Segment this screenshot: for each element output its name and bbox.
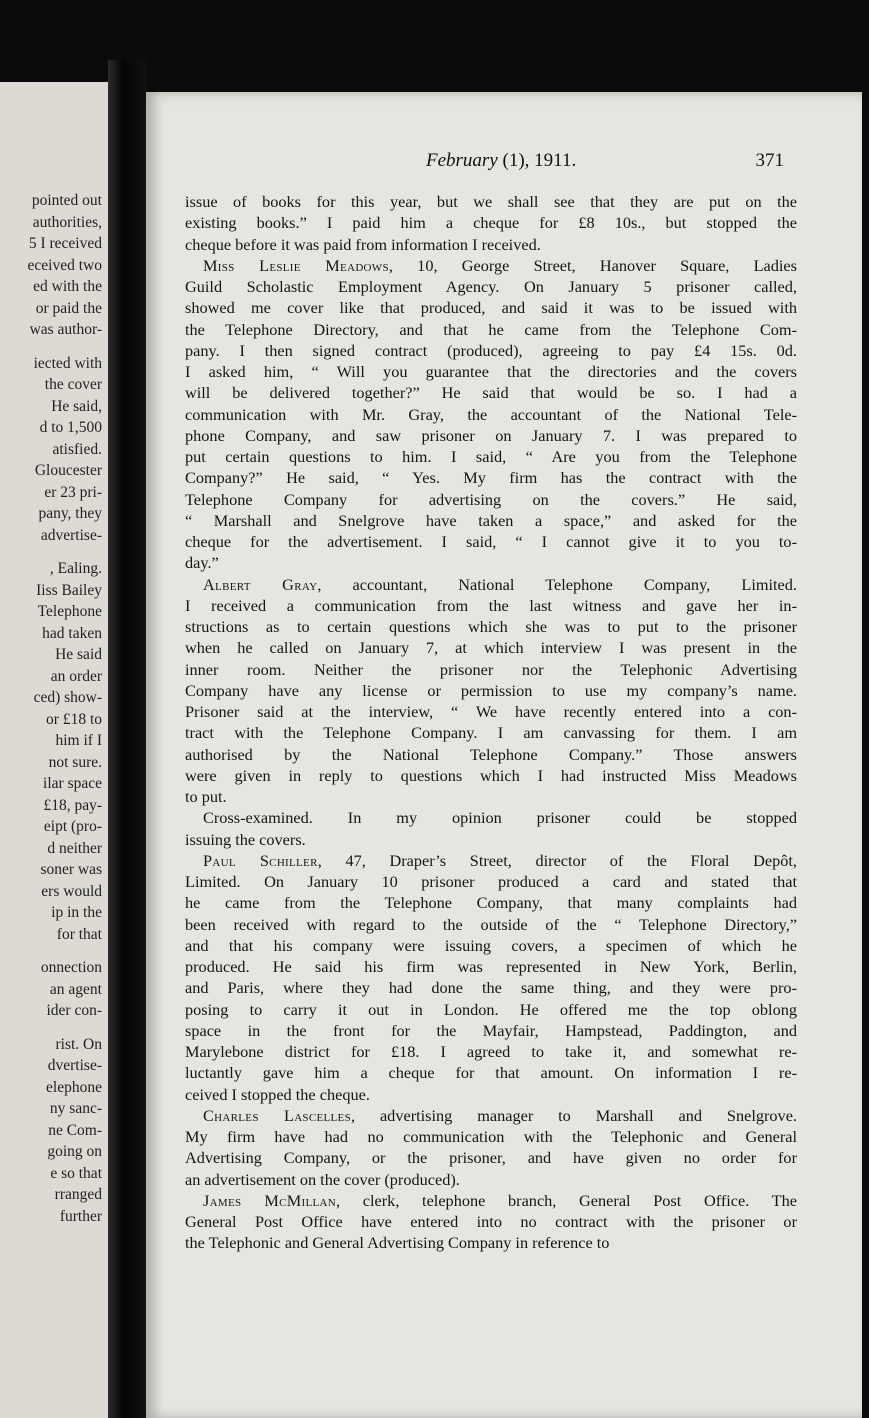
text-line [185,425,797,446]
left-page-line: further [59,1207,102,1225]
line-text: I received a communication from the last witness and gave her in- [185,595,797,615]
text-line [185,637,797,658]
line-text: to put. [185,787,227,806]
line-text: cheque before it was paid from information I received. [185,234,541,254]
left-page-line: the cover [44,376,102,393]
left-page-line: or paid the [35,299,102,317]
left-page-line: Iiss Bailey [36,581,102,599]
left-page-line: for that [56,925,102,943]
text-line [185,404,797,425]
left-page-line: going on [47,1143,102,1160]
left-page-line: elephone [46,1078,102,1096]
text-line [185,914,797,935]
left-page-line: ers would [41,882,102,900]
text-line [185,276,797,297]
paragraph [185,850,797,1105]
left-page-line: iected with [33,354,102,372]
line-text: structions as to certain questions which she was to put to the prisoner [185,617,797,636]
line-text: , 10, George Street, Hanover Square, Ladies [388,255,797,275]
witness-name: Albert Gray [203,574,318,594]
line-text: posing to carry it out in London. He offered me the top oblong [185,999,797,1019]
line-text: communication with Mr. Gray, the accountant of the National Tele- [185,404,797,424]
text-line [185,765,797,786]
left-page-line: an order [50,667,102,685]
left-page-line: authorities, [32,213,102,231]
line-text: phone Company, and saw prisoner on January 7. I was prepared to [185,425,797,445]
left-page-line [0,546,108,558]
text-line [185,1147,797,1168]
line-text: , clerk, telephone branch, General Post Office. The [336,1190,797,1210]
line-text: Marylebone district for £18. I agreed to take it, and somewhat re- [185,1042,797,1061]
left-page-line: pointed out [31,192,102,209]
witness-name: Miss Leslie Meadows [203,255,389,275]
line-text: General Post Office have entered into no contract with the prisoner or [185,1212,797,1231]
paragraph [185,255,797,574]
line-text: produced. He said his firm was represented in New York, Berlin, [185,957,797,976]
left-page-line: ny sanc- [49,1100,102,1117]
line-text: cheque for the advertisement. I said, “ I cannot give it to you to- [185,532,797,551]
text-line [185,935,797,956]
left-page-line: He said [55,646,102,663]
left-page-line: had taken [42,624,102,642]
paragraph [185,1105,797,1190]
line-text: put certain questions to him. I said, “ Are you from the Telephone [185,447,797,466]
text-line [185,1211,797,1232]
left-page-line: eipt (pro- [43,818,102,835]
text-line [185,340,797,361]
text-line [185,234,797,255]
right-page [146,92,862,1418]
running-title [426,150,576,172]
body-text [185,191,797,1254]
text-line [185,212,797,233]
line-text: the Telephonic and General Advertising Company in reference to [185,1233,610,1253]
line-text: I asked him, “ Will you guarantee that the directories and the covers [185,362,797,381]
text-line [185,1190,797,1211]
left-page-line: an agent [49,980,102,998]
left-page-line: ider con- [46,1002,102,1019]
text-line [185,510,797,531]
text-line [185,595,797,616]
left-page-line: ed with the [33,278,102,295]
left-page-line: Telephone [37,603,102,620]
left-page-line: was author- [29,321,102,338]
line-text: the Telephone Directory, and that he came from the Telephone Com- [185,319,797,339]
paragraph [185,574,797,808]
text-line [185,807,797,828]
line-text: Company?” He said, “ Yes. My firm has the contract with the [185,468,797,488]
text-line [185,191,797,212]
left-page-line: advertise- [40,526,102,544]
line-text: pany. I then signed contract (produced), agreeing to pay £4 15s. 0d. [185,340,797,360]
line-text: when he called on January 7, at which interview I was present in the [185,638,797,658]
paragraph [185,807,797,850]
line-text: , accountant, National Telephone Company, Limited. [317,574,797,594]
text-line [185,1041,797,1062]
line-text: were given in reply to questions which I had instructed Miss Meadows [185,765,797,785]
text-line [185,956,797,977]
text-line [185,722,797,743]
text-line [185,489,797,510]
text-line [185,552,797,573]
left-page-fragment [0,82,108,1418]
left-page-line: soner was [40,861,102,878]
left-page-line: He said, [51,397,102,415]
text-line [185,616,797,637]
left-page-line: , Ealing. [49,560,102,577]
witness-name: Charles Lascelles [203,1105,351,1125]
line-text: tract with the Telephone Company. I am canvassing for them. I am [185,723,797,743]
line-text: and that his company were issuing covers, a specimen of which he [185,935,797,955]
line-text: Limited. On January 10 prisoner produced a card and stated that [185,872,797,891]
left-page-line: e so that [50,1164,102,1182]
text-line [185,977,797,998]
left-page-line: ced) show- [33,689,102,706]
line-text: Company have any license or permission to use my company’s name. [185,680,797,700]
text-line [185,829,797,850]
text-line [185,1126,797,1147]
text-line [185,701,797,722]
left-page-line: atisfied. [52,440,102,458]
text-line [185,1105,797,1126]
line-text: and Paris, where they had done the same thing, and they were pro- [185,978,797,998]
paragraph [185,191,797,255]
left-page-line: ilar space [43,775,102,792]
text-line [185,744,797,765]
text-line [185,446,797,467]
line-text: ceived I stopped the cheque. [185,1084,370,1104]
running-head [186,150,784,174]
left-page-line: onnection [40,959,102,976]
line-text: he came from the Telephone Company, that many complaints had [185,893,797,913]
line-text: Prisoner said at the interview, “ We have recently entered into a con- [185,702,797,721]
left-page-line: d to 1,500 [39,419,102,436]
line-text: Telephone Company for advertising on the covers.” He said, [185,489,797,509]
text-line [185,999,797,1020]
line-text: day.” [185,553,219,573]
line-text: authorised by the National Telephone Company.” Those answers [185,744,797,764]
left-page-line: pany, they [38,505,102,522]
line-text: , 47, Draper’s Street, director of the Floral Depôt, [317,850,797,870]
header-date: (1), 1911. [502,150,577,171]
header-month: February [426,150,498,171]
left-page-line: er 23 pri- [44,483,102,501]
line-text: issuing the covers. [185,829,306,849]
left-page-line: him if I [55,732,102,749]
left-page-line: dvertise- [47,1057,102,1074]
witness-name: Paul Schiller [203,850,318,870]
witness-name: James McMillan [203,1190,337,1210]
text-line [185,297,797,318]
page-number: 371 [755,150,784,171]
left-page-line: £18, pay- [43,796,102,814]
text-line [185,786,797,807]
text-line [185,467,797,488]
line-text: Advertising Company, or the prisoner, and have given no order for [185,1148,797,1168]
text-line [185,1084,797,1105]
left-page-line: Gloucester [34,462,102,479]
text-line [185,255,797,276]
text-line [185,850,797,871]
line-text: space in the front for the Mayfair, Hampstead, Paddington, and [185,1020,797,1040]
line-text: issue of books for this year, but we shall see that they are put on the [185,192,797,211]
line-text: an advertisement on the cover (produced). [185,1169,460,1189]
line-text: “ Marshall and Snelgrove have taken a space,” and asked for the [185,510,797,530]
text-line [185,680,797,701]
left-page-line [0,341,108,353]
line-text: showed me cover like that produced, and said it was to be issued with [185,298,797,318]
left-page-line: 5 I received [28,235,102,252]
text-line [185,892,797,913]
text-line [185,659,797,680]
line-text: inner room. Neither the prisoner nor the Telephonic Advertising [185,659,797,679]
text-line [185,1020,797,1041]
text-line [185,1232,797,1253]
left-page-line: d neither [47,839,102,857]
book-gutter [108,60,146,1418]
left-page-line: rist. On [55,1035,102,1053]
line-text: will be delivered together?” He said that would be so. I had a [185,383,797,403]
left-page-line: rranged [54,1186,102,1203]
left-page-line [0,1022,108,1034]
text-line [185,574,797,595]
text-line [185,1062,797,1083]
line-text: My firm have had no communication with the Telephonic and General [185,1127,797,1146]
line-text: Guild Scholastic Employment Agency. On January 5 prisoner called, [185,277,797,296]
text-line [185,319,797,340]
left-page-text [0,190,108,1227]
line-text: , advertising manager to Marshall and Snelgrove. [350,1105,797,1125]
line-text: luctantly gave him a cheque for that amount. On information I re- [185,1063,797,1083]
left-page-line: eceived two [27,256,102,274]
line-text: Cross-examined. In my opinion prisoner could be stopped [203,808,797,828]
left-page-line: ip in the [51,904,102,921]
left-page-line: ne Com- [48,1121,102,1139]
line-text: been received with regard to the outside of the “ Telephone Directory,” [185,914,797,934]
left-page-line: or £18 to [46,710,102,728]
line-text: existing books.” I paid him a cheque for £8 10s., but stopped the [185,213,797,233]
left-page-line: not sure. [48,753,102,771]
left-page-line [0,945,108,957]
text-line [185,382,797,403]
text-line [185,1169,797,1190]
paragraph [185,1190,797,1254]
text-line [185,361,797,382]
text-line [185,871,797,892]
text-line [185,531,797,552]
